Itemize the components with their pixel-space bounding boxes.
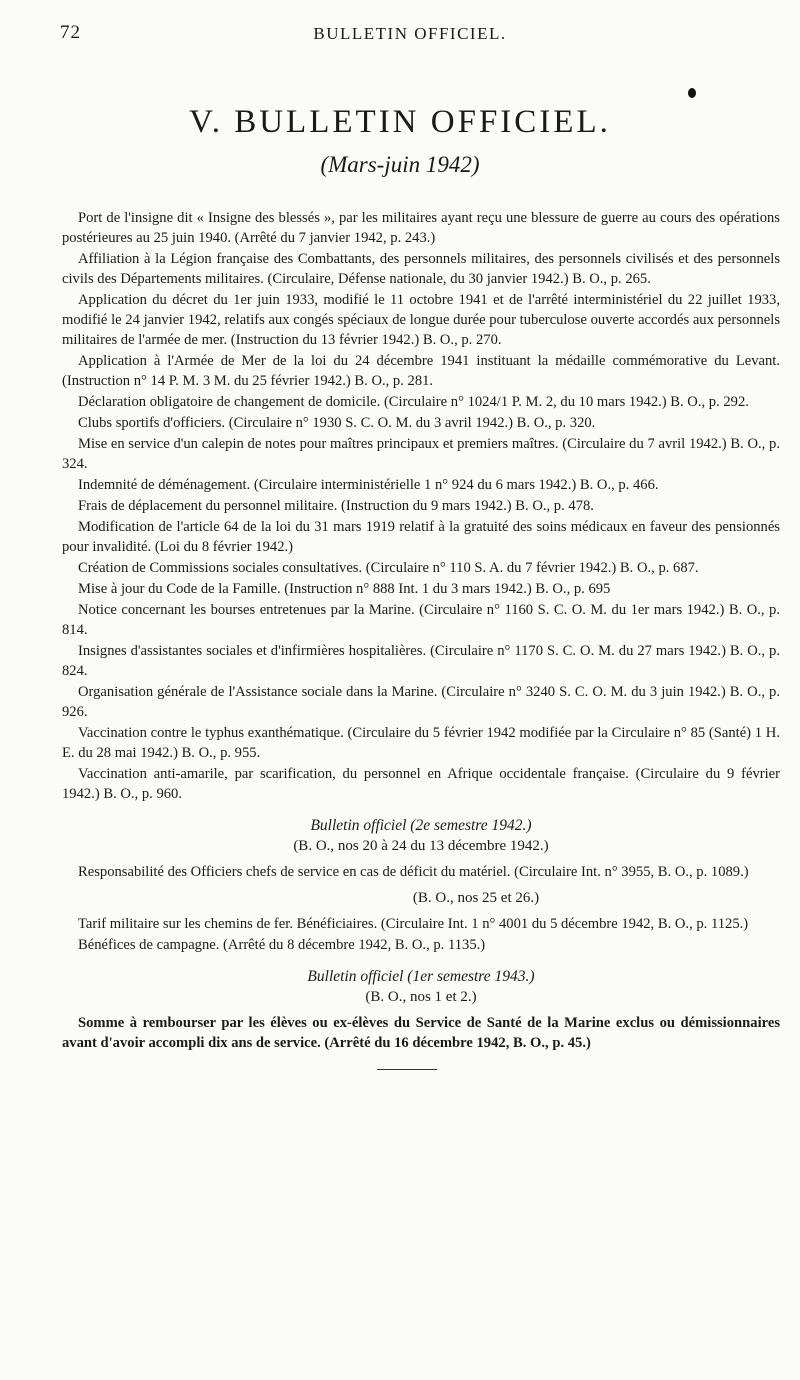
document-body bbox=[62, 208, 780, 1070]
entry: Mise à jour du Code de la Famille. (Instruction n° 888 Int. 1 du 3 mars 1942.) B. O., p. 695 bbox=[78, 581, 611, 597]
ink-blot bbox=[688, 88, 696, 98]
entry: Tarif militaire sur les chemins de fer. Bénéficiaires. (Circulaire Int. 1 n° 4001 du 5 décembre 1942, B. O., p. 1125.) bbox=[78, 916, 749, 932]
entry: Affiliation à la Légion française des Combattants, des personnels militaires, des personnels civilisés et des personnels civils des Départements militaires. (Circulaire, Défense nationale, du 30 janvier 1942.) B. O., p. 265. bbox=[62, 251, 780, 287]
entry: Responsabilité des Officiers chefs de service en cas de déficit du matériel. (Circulaire Int. n° 3955, B. O., p. 1089.) bbox=[78, 864, 749, 880]
entry: Déclaration obligatoire de changement de domicile. (Circulaire n° 1024/1 P. M. 2, du 10 mars 1942.) B. O., p. 292. bbox=[78, 394, 749, 410]
entry: Indemnité de déménagement. (Circulaire interministérielle 1 n° 924 du 6 mars 1942.) B. O., p. 466. bbox=[78, 477, 659, 493]
entry: Mise en service d'un calepin de notes pour maîtres principaux et premiers maîtres. (Circulaire du 7 avril 1942.) B. O., p. 324. bbox=[62, 436, 780, 472]
entry: Notice concernant les bourses entretenues par la Marine. (Circulaire n° 1160 S. C. O. M. du 1er mars 1942.) B. O., p. 814. bbox=[62, 602, 780, 638]
entry: Modification de l'article 64 de la loi du 31 mars 1919 relatif à la gratuité des soins médicaux en faveur des pensionnés pour invalidité. (Loi du 8 février 1942.) bbox=[62, 519, 780, 555]
subsection-ref: (B. O., nos 1 et 2.) bbox=[365, 989, 477, 1005]
running-title: BULLETIN OFFICIEL. bbox=[313, 24, 507, 43]
page-number: 72 bbox=[60, 22, 81, 43]
closing-rule bbox=[377, 1069, 437, 1070]
entry: Organisation générale de l'Assistance sociale dans la Marine. (Circulaire n° 3240 S. C. O. M. du 3 juin 1942.) B. O., p. 926. bbox=[62, 684, 780, 720]
subsection-ref: (B. O., nos 20 à 24 du 13 décembre 1942.) bbox=[293, 838, 549, 854]
subsection-ref: (B. O., nos 25 et 26.) bbox=[412, 890, 540, 906]
entry: Application à l'Armée de Mer de la loi du 24 décembre 1941 instituant la médaille commémorative du Levant. (Instruction n° 14 P. M. 3 M. du 25 février 1942.) B. O., p. 281. bbox=[62, 353, 780, 389]
section-title: V. BULLETIN OFFICIEL. bbox=[189, 104, 611, 140]
entry: Insignes d'assistantes sociales et d'infirmières hospitalières. (Circulaire n° 1170 S. C. O. M. du 27 mars 1942.) B. O., p. 824. bbox=[62, 643, 780, 679]
running-head bbox=[60, 22, 760, 46]
section-dates: (Mars-juin 1942) bbox=[320, 152, 480, 177]
entry: Port de l'insigne dit « Insigne des blessés », par les militaires ayant reçu une blessure de guerre au cours des opérations postérieures au 25 juin 1940. (Arrêté du 7 janvier 1942, p. 243.) bbox=[62, 210, 780, 246]
entry: Création de Commissions sociales consultatives. (Circulaire n° 110 S. A. du 7 février 1942.) B. O., p. 687. bbox=[78, 560, 699, 576]
entry: Clubs sportifs d'officiers. (Circulaire n° 1930 S. C. O. M. du 3 avril 1942.) B. O., p. 320. bbox=[78, 415, 596, 431]
entry: Application du décret du 1er juin 1933, modifié le 11 octobre 1941 et de l'arrêté interministériel du 22 juillet 1933, modifié le 24 janvier 1942, relatifs aux congés spéciaux de longue durée pour tuberculose ouverte accordés aux personnels militaires de l'armée de mer. (Instruction du 13 février 1942.) B. O., p. 270. bbox=[62, 292, 780, 348]
entry: Vaccination contre le typhus exanthématique. (Circulaire du 5 février 1942 modifiée par la Circulaire n° 85 (Santé) 1 H. E. du 28 mai 1942.) B. O., p. 955. bbox=[62, 725, 780, 761]
entry: Somme à rembourser par les élèves ou ex-élèves du Service de Santé de la Marine exclus ou démissionnaires avant d'avoir accompli dix ans de service. (Arrêté du 16 décembre 1942, B. O., p. 45.) bbox=[62, 1015, 780, 1051]
entry: Bénéfices de campagne. (Arrêté du 8 décembre 1942, B. O., p. 1135.) bbox=[78, 937, 486, 953]
subsection-title-2nd-semester-1942: Bulletin officiel (2e semestre 1942.) bbox=[310, 817, 532, 834]
entry: Frais de déplacement du personnel militaire. (Instruction du 9 mars 1942.) B. O., p. 478. bbox=[78, 498, 594, 514]
subsection-title-1st-semester-1943: Bulletin officiel (1er semestre 1943.) bbox=[307, 968, 535, 985]
entry: Vaccination anti-amarile, par scarification, du personnel en Afrique occidentale française. (Circulaire du 9 février 1942.) B. O., p. 960. bbox=[62, 766, 780, 802]
